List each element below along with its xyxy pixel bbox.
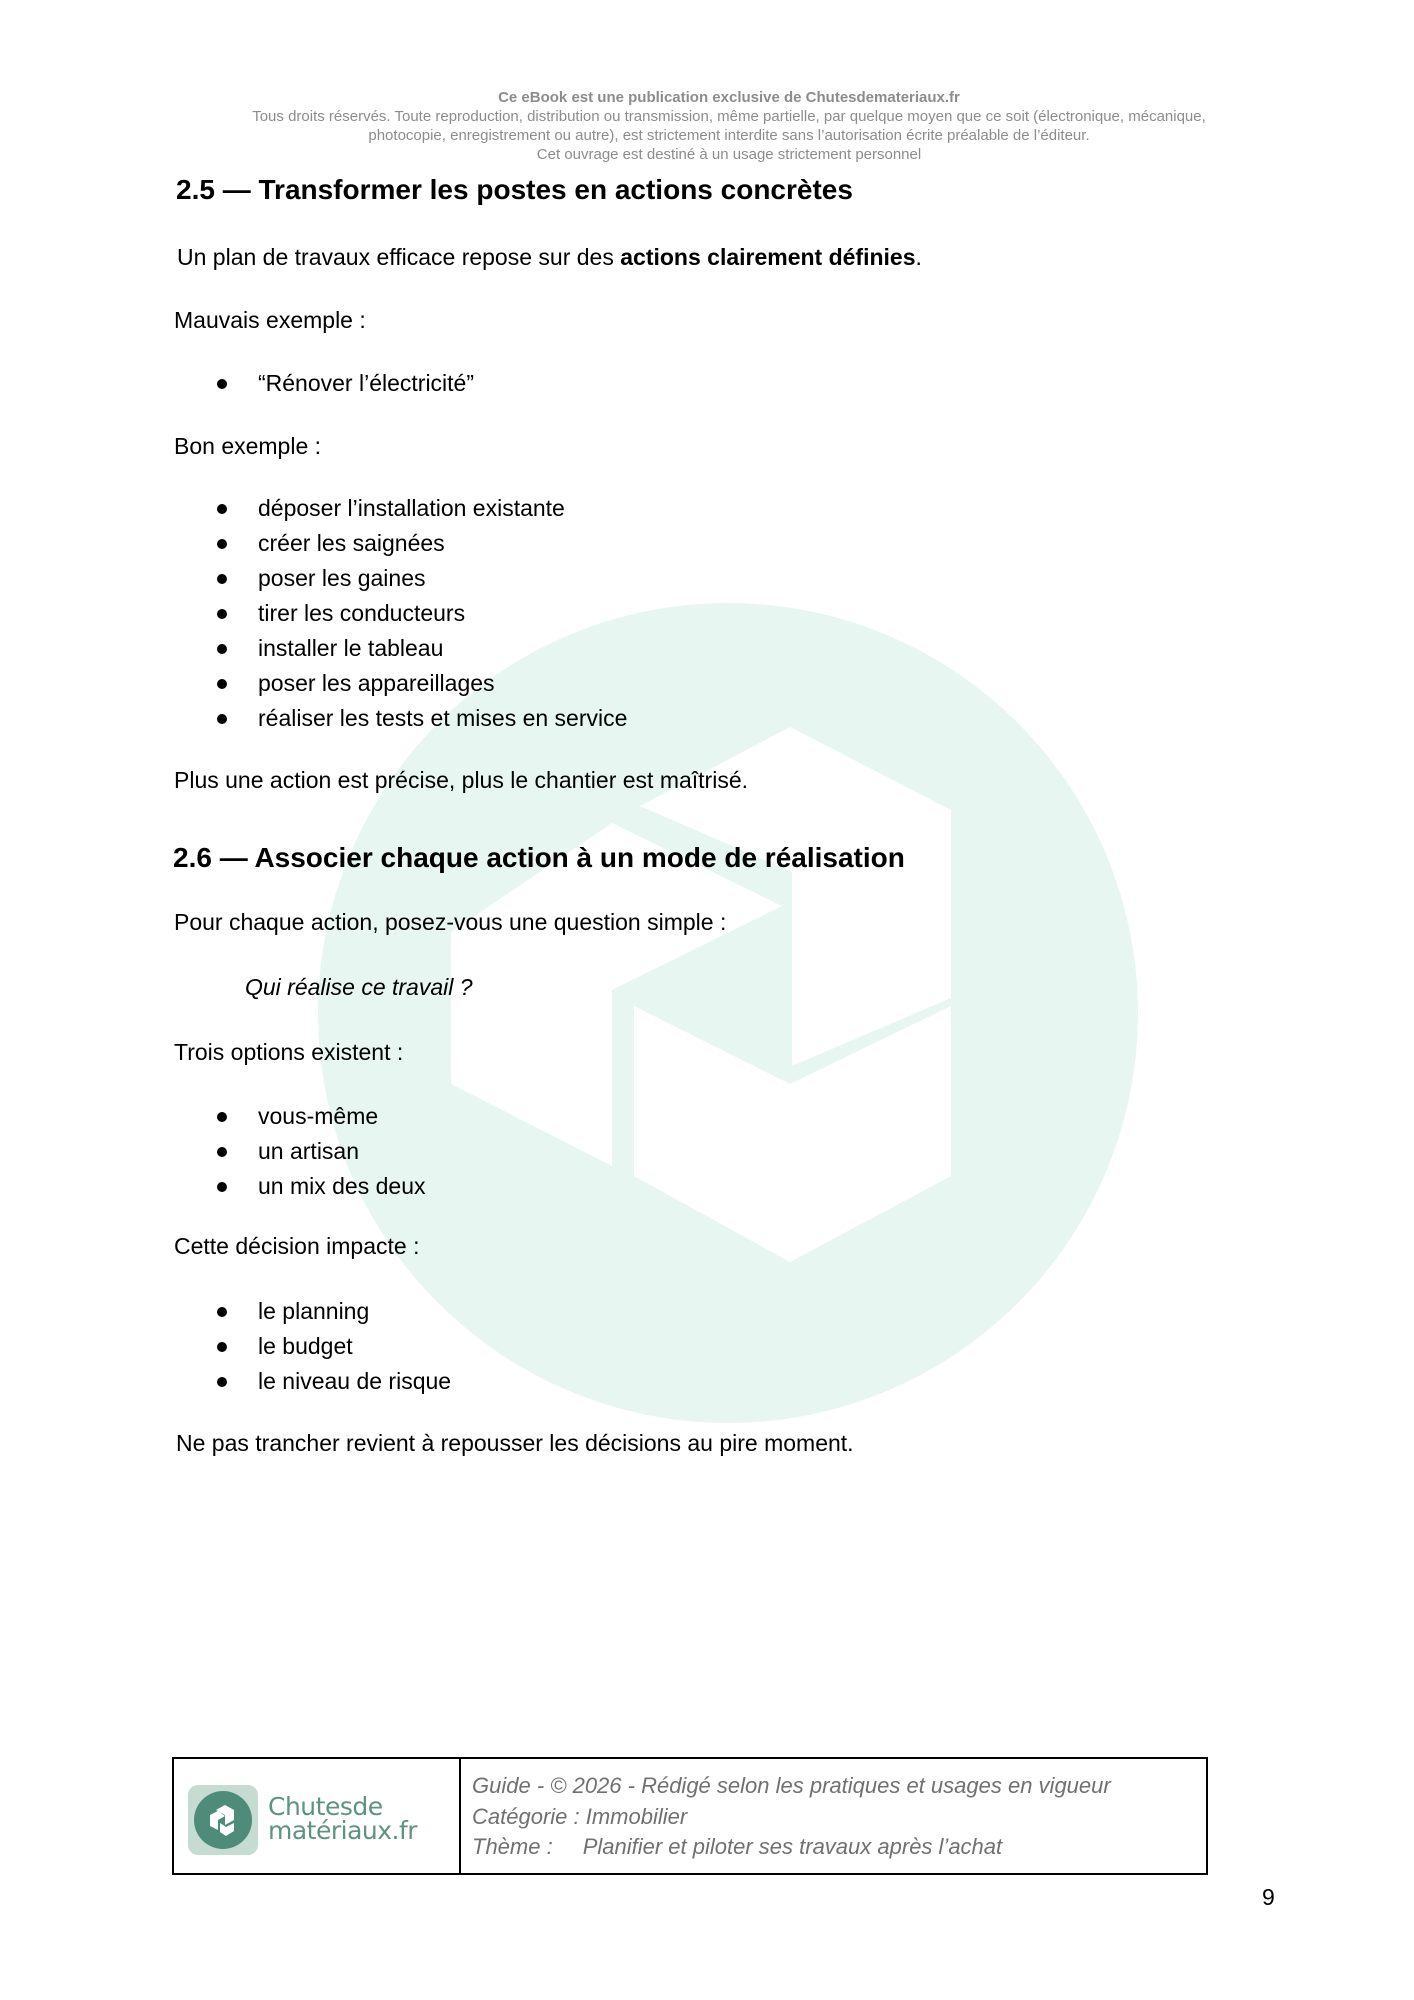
bullet-icon [217, 1307, 227, 1317]
list-item: tirer les conducteurs [258, 600, 466, 626]
list-item: créer les saignées [258, 530, 445, 556]
section-2-5-title: 2.5 — Transformer les postes en actions concrètes [176, 174, 853, 205]
list-item: installer le tableau [258, 635, 444, 661]
footer-divider [459, 1759, 461, 1873]
good-example-label: Bon exemple : [174, 433, 322, 459]
bullet-icon [217, 504, 227, 514]
list-item: réaliser les tests et mises en service [258, 705, 628, 731]
footer-info-box [172, 1757, 1208, 1875]
brand-logo-icon [188, 1785, 258, 1855]
bullet-icon [217, 1377, 227, 1387]
header-personal-use: Cet ouvrage est destiné à un usage strictement personnel [536, 146, 922, 163]
footer-theme-line: Thème : Planifier et piloter ses travaux après l’achat [472, 1834, 1003, 1859]
bullet-icon [217, 1342, 227, 1352]
list-item: un mix des deux [258, 1173, 426, 1199]
list-item: déposer l’installation existante [258, 495, 565, 521]
section-2-5-conclusion: Plus une action est précise, plus le chantier est maîtrisé. [174, 767, 749, 793]
section-2-6-conclusion: Ne pas trancher revient à repousser les décisions au pire moment. [176, 1430, 854, 1456]
bad-example-label: Mauvais exemple : [174, 307, 366, 333]
options-label: Trois options existent : [174, 1039, 404, 1065]
bullet-icon [217, 539, 227, 549]
impact-label: Cette décision impacte : [174, 1233, 420, 1259]
section-2-6-intro: Pour chaque action, posez-vous une question simple : [174, 909, 727, 935]
brand-logo-text: Chutesde matériaux.fr [268, 1792, 418, 1845]
list-item: vous-même [258, 1103, 379, 1129]
footer-guide-line: Guide - © 2026 - Rédigé selon les pratiques et usages en vigueur [472, 1773, 1111, 1798]
key-question: Qui réalise ce travail ? [245, 974, 473, 1000]
bullet-icon [217, 1112, 227, 1122]
header-rights-line-1: Tous droits réservés. Toute reproduction, distribution ou transmission, même partielle, par quelque moyen que ce soit (électronique, mécanique, [252, 108, 1206, 125]
list-item: le planning [258, 1298, 370, 1324]
list-item: poser les appareillages [258, 670, 495, 696]
bullet-icon [217, 379, 227, 389]
list-item: le niveau de risque [258, 1368, 452, 1394]
section-2-5-intro: Un plan de travaux efficace repose sur des actions clairement définies. [177, 244, 922, 270]
bullet-icon [217, 1182, 227, 1192]
list-item: poser les gaines [258, 565, 426, 591]
header-exclusive-notice: Ce eBook est une publication exclusive de Chutesdemateriaux.fr [498, 89, 960, 106]
bullet-icon [217, 609, 227, 619]
bad-example-item: “Rénover l’électricité” [258, 370, 475, 396]
list-item: un artisan [258, 1138, 360, 1164]
bullet-icon [217, 714, 227, 724]
intro-emphasis: actions clairement définies [620, 244, 916, 270]
bullet-icon [217, 574, 227, 584]
section-2-6-title: 2.6 — Associer chaque action à un mode de réalisation [173, 842, 905, 873]
list-item: le budget [258, 1333, 353, 1359]
footer-category-line: Catégorie : Immobilier [472, 1804, 688, 1829]
bullet-icon [217, 1147, 227, 1157]
page-number: 9 [1262, 1884, 1275, 1910]
bullet-icon [217, 679, 227, 689]
header-rights-line-2: photocopie, enregistrement ou autre), est strictement interdite sans l’autorisation écrite préalable de l’éditeur. [368, 127, 1090, 144]
bullet-icon [217, 644, 227, 654]
